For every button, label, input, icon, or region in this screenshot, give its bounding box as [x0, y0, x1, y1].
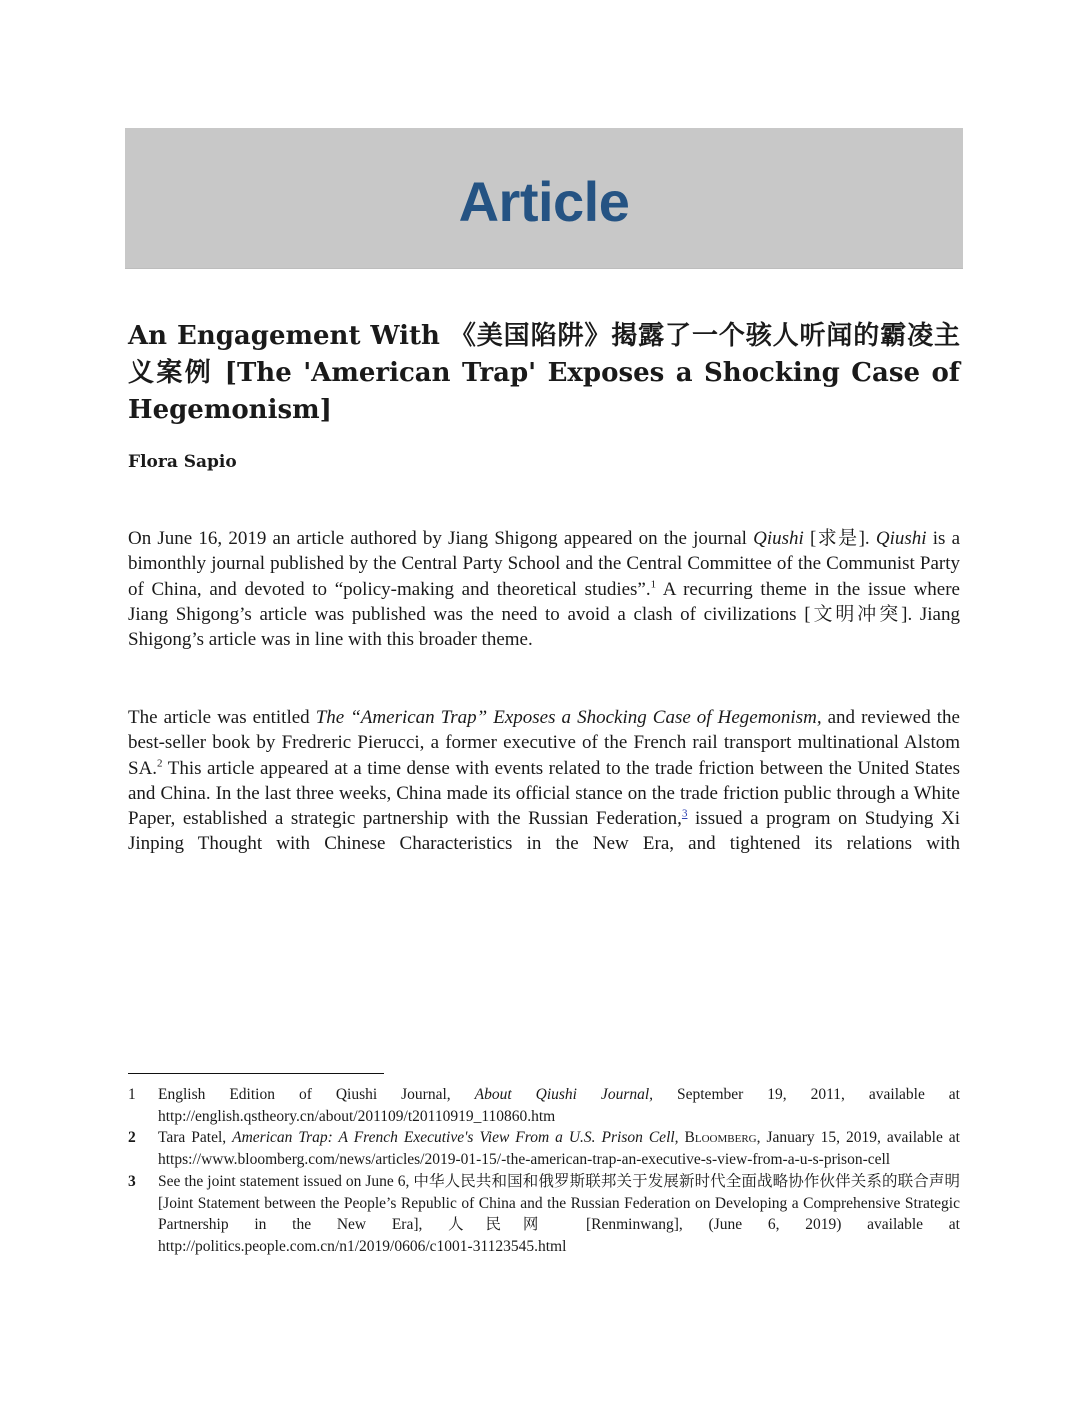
footnote-3 [128, 1171, 960, 1258]
journal-name: Qiushi [753, 528, 804, 549]
paragraph-text: The article was entitled [128, 707, 316, 728]
footnotes [128, 1084, 960, 1258]
paragraph-text: A recurring theme in the issue where Jiang Shigong’s article was published was the need to avoid a clash of civilizations [文明冲突]. Jiang Shigong’s article was in line with this broader theme. [128, 578, 960, 651]
footnote-ref-2[interactable]: 2 [157, 757, 163, 770]
footnote-text-part: Tara Patel, [158, 1129, 233, 1147]
footnote-text[interactable]: See the joint statement issued on June 6, 中华人民共和国和俄罗斯联邦关于发展新时代全面战略协作伙伴关系的联合声明 [Joint Statement between the People’s Republic of China and the Russian Federation on Developing a Comprehensive Strategic Partnership in the New Era], 人民网 [Renminwang], (June 6, 2019) available at http://politics.people.com.cn/n1/2019/0606/c1001-31123545.html [158, 1172, 960, 1255]
author-name: Flora Sapio [128, 452, 237, 472]
journal-name: Qiushi [875, 528, 927, 549]
footnote-number: 1 [128, 1086, 136, 1103]
paragraph-text: [求是]. [803, 528, 876, 549]
footnote-italic: About Qiushi Journal, [474, 1086, 654, 1103]
footnote-2 [128, 1127, 960, 1170]
footnote-1 [128, 1084, 960, 1127]
article-banner [125, 128, 963, 269]
footnote-ref-3[interactable]: 3 [681, 807, 688, 820]
article-title-italic: The “American Trap” Exposes a Shocking Case of Hegemonism, [315, 707, 822, 728]
footnote-number: 3 [128, 1172, 136, 1190]
footnote-text [158, 1084, 960, 1127]
body-paragraph-1 [128, 526, 960, 652]
paragraph-text: is a bimonthly journal published by the Central Party School and the Central Committee of the Communist Party of China, and devoted to “policy-making and theoretical studies”. [128, 528, 960, 600]
footnote-italic: American Trap: A French Executive's View From a U.S. Prison Cell, [232, 1129, 679, 1147]
paragraph-text: issued a program on Studying Xi Jinping Thought with Chinese Characteristics in the New Era, and tightened its relations with [128, 808, 960, 855]
paragraph-text: and reviewed the best-seller book by Fredreric Pierucci, a former executive of the French rail transport multinational Alstom SA. [128, 707, 960, 779]
footnote-publisher: Bloomberg [684, 1129, 757, 1147]
footnote-divider [128, 1073, 384, 1074]
footnote-ref-1[interactable]: 1 [650, 578, 657, 591]
article-title: An Engagement With 《美国陷阱》揭露了一个骇人听闻的霸凌主义案例 [The 'American Trap' Exposes a Shocking Case of Hegemonism] [128, 321, 960, 425]
footnote-text-part[interactable]: , January 15, 2019, available at https://www.bloomberg.com/news/articles/2019-01-15/-the-american-trap-an-executive-s-view-from-a-u-s-prison-cell [158, 1129, 960, 1169]
paragraph-text: This article appeared at a time dense with events related to the trade friction between the United States and China. In the last three weeks, China made its official stance on the trade friction public through a White Paper, established a strategic partnership with the Russian Federation, [128, 757, 960, 830]
paragraph-text: On June 16, 2019 an article authored by Jiang Shigong appeared on the journal [128, 528, 754, 549]
footnote-number: 2 [128, 1129, 136, 1147]
body-paragraph-2 [128, 705, 960, 857]
banner-title: Article [458, 169, 630, 233]
footnote-text [158, 1127, 960, 1170]
footnote-text-part[interactable]: September 19, 2011, available at http://english.qstheory.cn/about/201109/t20110919_110860.htm [158, 1086, 960, 1125]
footnote-text-part: English Edition of Qiushi Journal, [158, 1086, 475, 1103]
